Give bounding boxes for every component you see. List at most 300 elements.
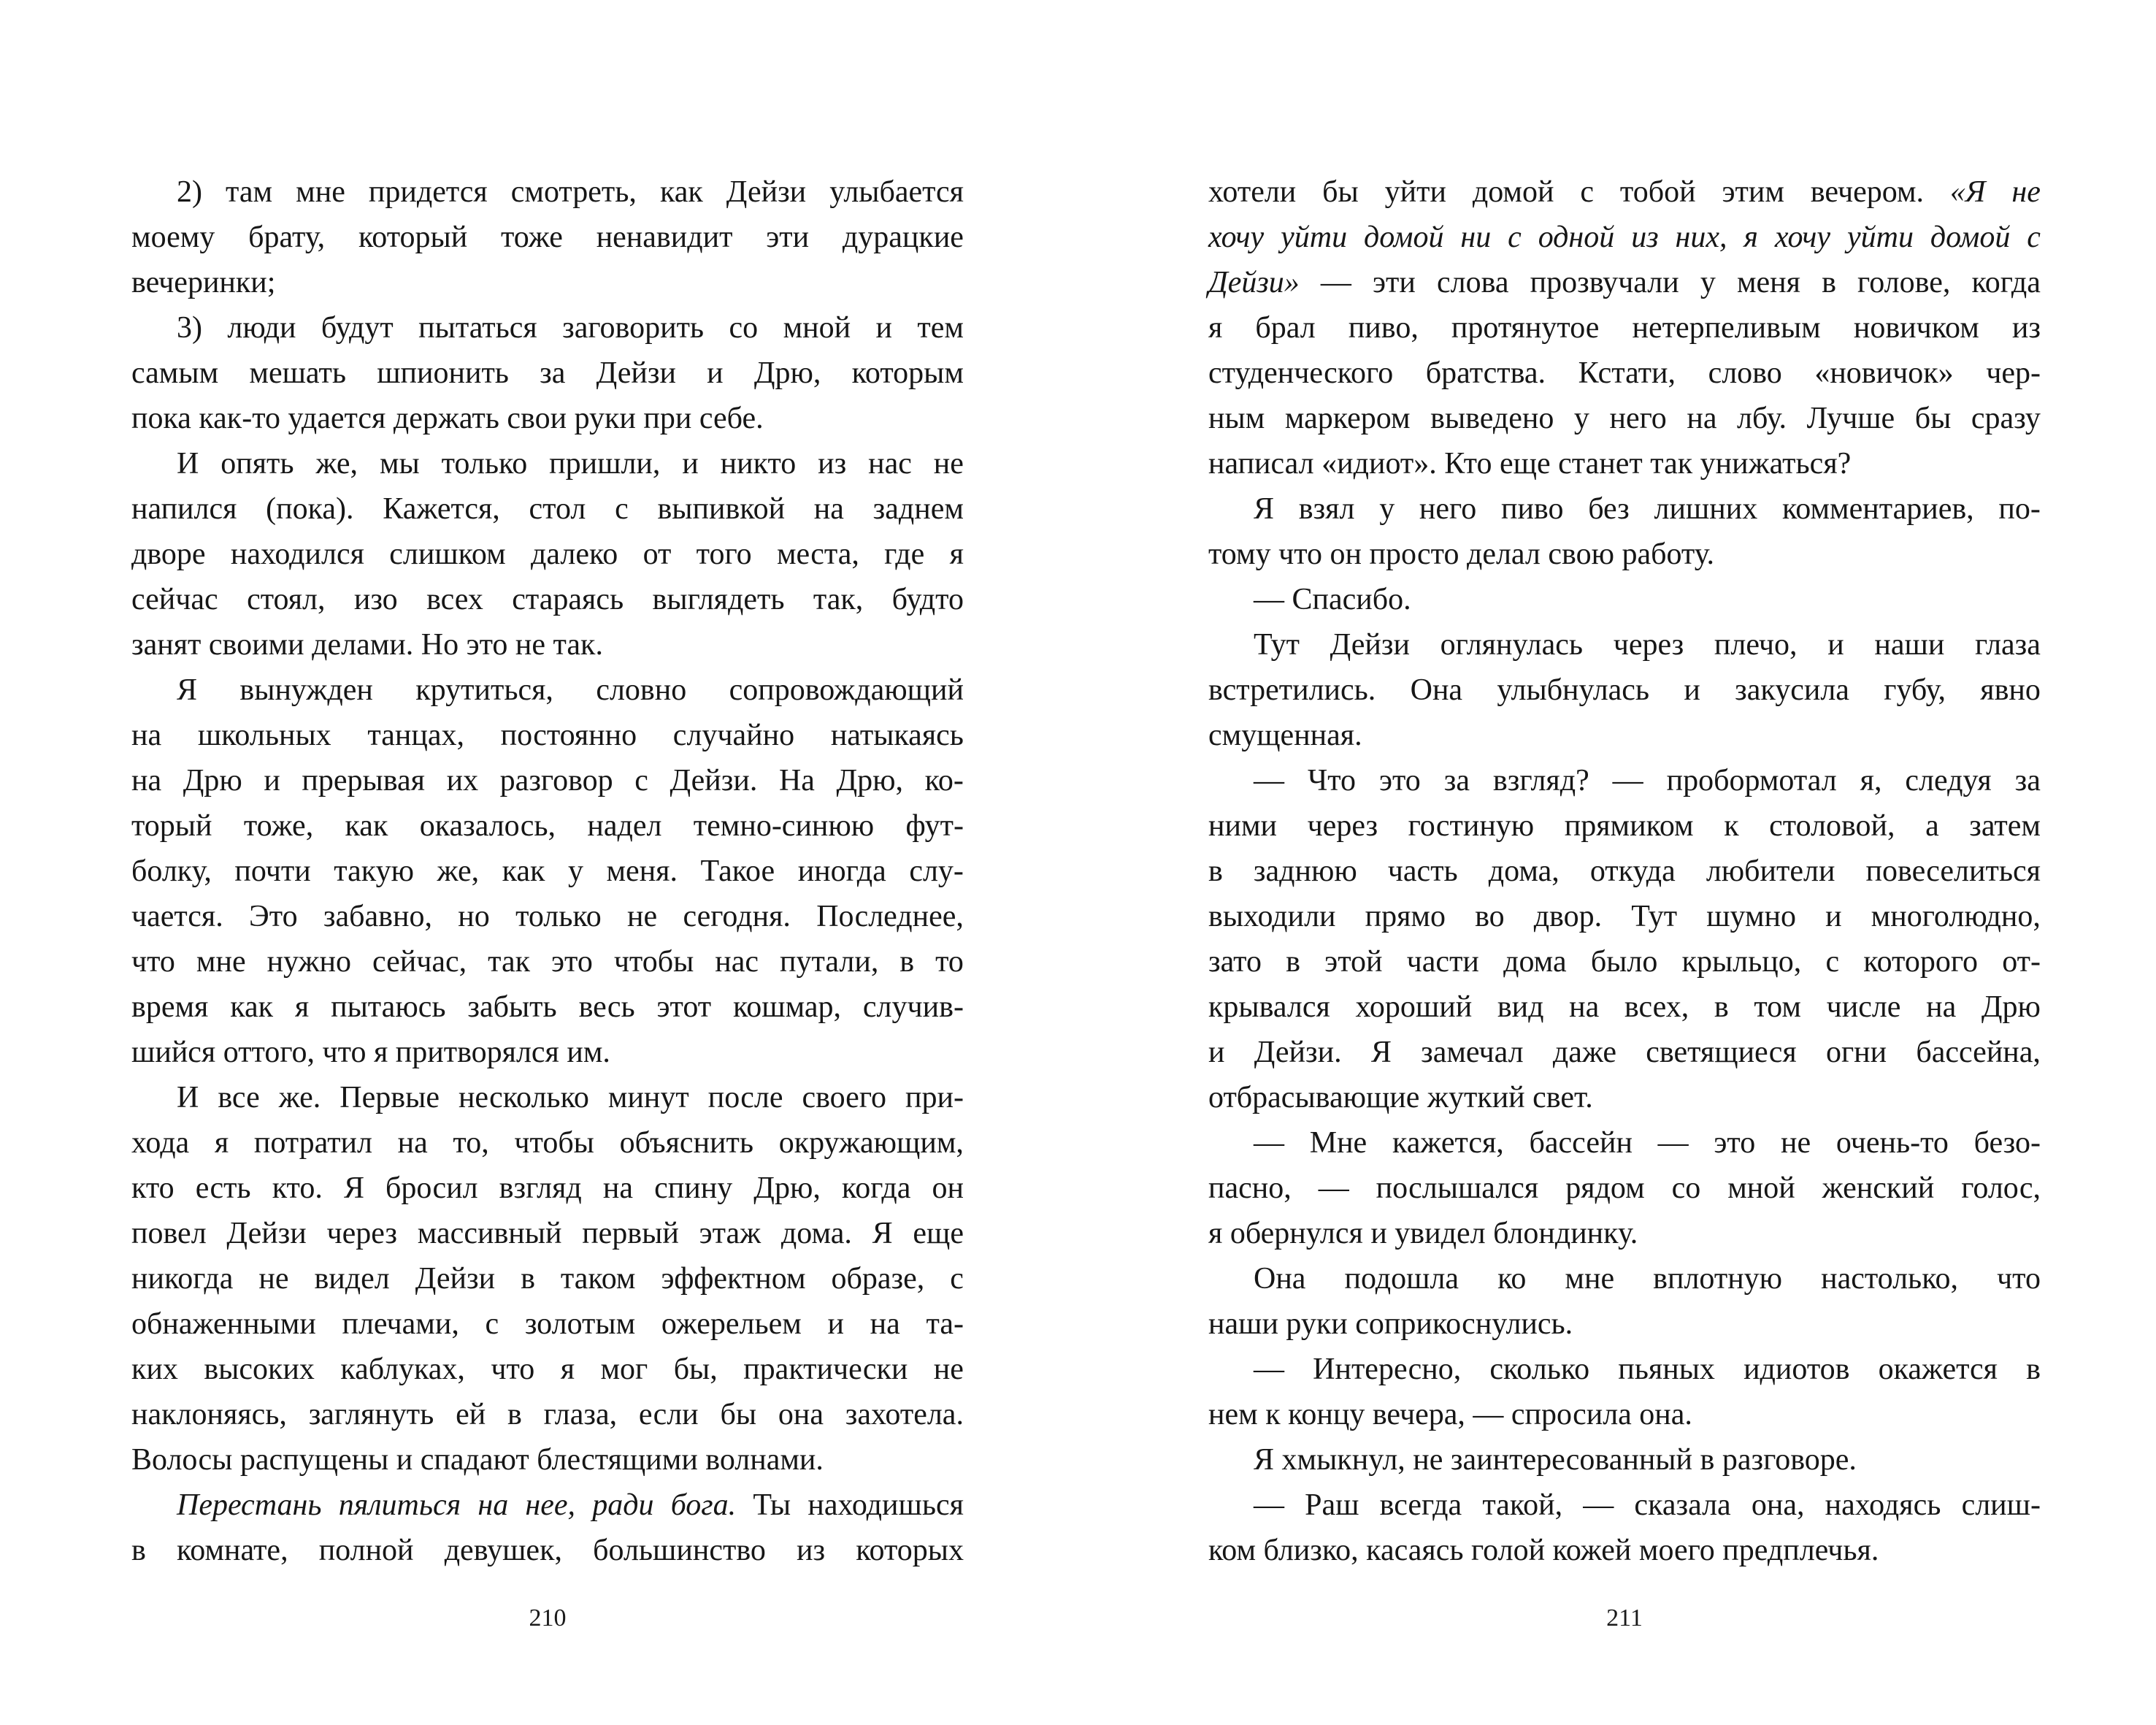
word: бы: [1322, 175, 1359, 209]
word: забыть: [467, 990, 557, 1024]
word: с: [1580, 175, 1595, 209]
word: ным: [1208, 402, 1265, 435]
text-line: [131, 1166, 964, 1211]
word: разговор: [499, 764, 613, 798]
text-run: я обернулся и увидел блондинку.: [1208, 1217, 1638, 1250]
word: повел: [131, 1217, 207, 1250]
word: —: [1320, 266, 1351, 299]
word: выглядеть: [652, 583, 785, 616]
word: тобой: [1619, 175, 1696, 209]
word: никто: [720, 447, 797, 481]
word: крыльцо,: [1681, 945, 1802, 979]
word: у: [1379, 492, 1395, 526]
word: кажется,: [1392, 1126, 1504, 1160]
word: шумно: [1706, 900, 1797, 933]
word: пьяных: [1618, 1353, 1715, 1386]
word: стоял,: [247, 583, 326, 616]
text-run: написал «идиот». Кто еще станет так унижаться?: [1208, 447, 1852, 481]
word: эти: [766, 221, 810, 254]
word: но: [458, 900, 490, 933]
word: Интересно,: [1313, 1353, 1462, 1386]
word: мне: [296, 175, 345, 209]
text-line: [131, 1301, 964, 1347]
word: плечо,: [1714, 628, 1798, 662]
word: этим: [1722, 175, 1784, 209]
word: видел: [314, 1262, 390, 1296]
text-line: [131, 1347, 964, 1392]
word: таком: [560, 1262, 636, 1296]
word: пытаюсь: [331, 990, 446, 1024]
word: взгляд: [499, 1171, 582, 1205]
italic-word: «Я: [1949, 175, 1986, 209]
word: иногда: [797, 854, 886, 888]
text-line: [1208, 1347, 2041, 1392]
word: словно: [596, 673, 687, 707]
italic-word: уйти: [1281, 221, 1348, 254]
italic-word: с: [2027, 221, 2041, 254]
text-line: [1208, 215, 2041, 260]
text-line: [131, 622, 964, 668]
word: ними: [1208, 809, 1278, 843]
word: дома.: [780, 1217, 852, 1250]
word: пробормотал: [1666, 764, 1837, 798]
italic-word: не: [2011, 175, 2041, 209]
word: же,: [315, 447, 358, 481]
word: Она: [1410, 673, 1463, 707]
italic-word: из: [1631, 221, 1659, 254]
word: пытаться: [418, 311, 537, 345]
word: заднем: [872, 492, 964, 526]
word: «новичок»: [1814, 356, 1954, 390]
word: после: [707, 1081, 783, 1114]
word: и: [707, 356, 724, 390]
word: брал: [1255, 311, 1316, 345]
page-text: [131, 169, 964, 1573]
word: которых: [856, 1534, 964, 1567]
word: не: [933, 447, 964, 481]
word: Дейзи: [226, 1217, 307, 1250]
word: вынужден: [239, 673, 373, 707]
page-left: [131, 0, 964, 1725]
word: мне: [1565, 1262, 1615, 1296]
word: Дрю: [183, 764, 242, 798]
text-line: [1208, 1256, 2041, 1301]
word: на: [870, 1307, 900, 1341]
word: он: [932, 1171, 964, 1205]
word: прозвучали: [1530, 266, 1679, 299]
word: женский: [1822, 1171, 1935, 1205]
word: с: [1825, 945, 1840, 979]
word: дворе: [131, 538, 206, 571]
text-line: [1208, 1030, 2041, 1075]
word: случив-: [862, 990, 964, 1024]
italic-word: пялиться: [338, 1488, 461, 1522]
word: захотела.: [845, 1398, 964, 1431]
word: зато: [1208, 945, 1262, 979]
text-run: Я хмыкнул, не заинтересованный в разговоре.: [1254, 1443, 1857, 1477]
word: Что: [1307, 764, 1357, 798]
word: из: [2011, 311, 2041, 345]
word: у: [567, 854, 583, 888]
word: Я: [1370, 1036, 1392, 1069]
word: находясь: [1825, 1488, 1941, 1522]
word: случайно: [672, 719, 795, 752]
word: Раш: [1305, 1488, 1359, 1522]
word: нетерпеливым: [1632, 311, 1821, 345]
word: там: [226, 175, 273, 209]
word: стол: [529, 492, 586, 526]
text-line: [131, 260, 964, 305]
word: опять: [220, 447, 294, 481]
word: следуя: [1905, 764, 1992, 798]
text-line: [1208, 577, 2041, 622]
word: бассейн: [1529, 1126, 1633, 1160]
word: которым: [851, 356, 964, 390]
word: голос,: [1961, 1171, 2041, 1205]
text-line: [1208, 441, 2041, 486]
text-line: [1208, 351, 2041, 396]
text-line: [1208, 758, 2041, 803]
text-run: нем к концу вечера, — спросила она.: [1208, 1398, 1692, 1431]
word: сразу: [1971, 402, 2041, 435]
word: а: [1925, 809, 1939, 843]
word: —: [1254, 1126, 1284, 1160]
word: Это: [249, 900, 298, 933]
word: Я: [343, 1171, 364, 1205]
word: та-: [926, 1307, 964, 1341]
word: бассейна,: [1916, 1036, 2041, 1069]
text-run: наши руки соприкоснулись.: [1208, 1307, 1573, 1341]
word: потратил: [253, 1126, 372, 1160]
word: хотели: [1208, 175, 1297, 209]
word: в: [1714, 990, 1729, 1024]
word: пиво: [1500, 492, 1564, 526]
text-line: [131, 894, 964, 939]
word: плечами,: [342, 1307, 459, 1341]
word: за: [540, 356, 566, 390]
word: всех: [426, 583, 483, 616]
word: на: [1687, 402, 1717, 435]
word: забавно,: [323, 900, 432, 933]
word: крутиться,: [415, 673, 553, 707]
word: как: [230, 990, 274, 1024]
word: натыкаясь: [830, 719, 964, 752]
word: вечером.: [1810, 175, 1925, 209]
word: 3): [177, 311, 202, 345]
word: мной: [783, 311, 851, 345]
text-line: [1208, 532, 2041, 577]
word: через: [326, 1217, 398, 1250]
word: слова: [1436, 266, 1509, 299]
word: из: [818, 447, 847, 481]
word: на: [1569, 990, 1600, 1024]
word: что: [131, 945, 175, 979]
word: и: [827, 1307, 845, 1341]
word: от: [642, 538, 672, 571]
word: вплотную: [1653, 1262, 1783, 1296]
word: спину: [654, 1171, 733, 1205]
word: я: [214, 1126, 229, 1160]
word: сказала: [1634, 1488, 1731, 1522]
word: фут-: [905, 809, 964, 843]
word: Дейзи: [726, 175, 807, 209]
word: —: [1583, 1488, 1614, 1522]
word: еще: [913, 1217, 964, 1250]
word: губу,: [1884, 673, 1946, 707]
word: окружающим,: [778, 1126, 964, 1160]
word: только: [441, 447, 528, 481]
italic-word: них,: [1675, 221, 1727, 254]
word: сколько: [1489, 1353, 1590, 1386]
word: как: [502, 854, 545, 888]
word: Дейзи.: [670, 764, 758, 798]
word: тоже: [501, 221, 563, 254]
word: повеселиться: [1865, 854, 2041, 888]
word: чер-: [1986, 356, 2041, 390]
word: этот: [656, 990, 712, 1024]
word: том: [1754, 990, 1801, 1024]
word: далеко: [531, 538, 618, 571]
word: без: [1588, 492, 1630, 526]
word: через: [1307, 809, 1378, 843]
word: чается.: [131, 900, 223, 933]
word: выпивкой: [657, 492, 786, 526]
word: с: [950, 1262, 964, 1296]
word: моему: [131, 221, 215, 254]
word: же.: [278, 1081, 321, 1114]
word: него: [1419, 492, 1477, 526]
word: прямиком: [1564, 809, 1694, 843]
word: когда: [1971, 266, 2041, 299]
word: сопровождающий: [729, 673, 964, 707]
word: пасно,: [1208, 1171, 1292, 1205]
word: И: [177, 447, 199, 481]
word: я,: [1860, 764, 1882, 798]
word: есть: [195, 1171, 251, 1205]
word: на: [1926, 990, 1957, 1024]
italic-word: ради: [592, 1488, 654, 1522]
word: темно-синюю: [693, 809, 875, 843]
word: и: [1825, 900, 1842, 933]
word: это: [1378, 764, 1421, 798]
word: где: [884, 538, 925, 571]
text-line: [131, 713, 964, 758]
word: это: [551, 945, 593, 979]
text-run: пока как-то удается держать свои руки при себе.: [131, 402, 764, 435]
word: того: [696, 538, 752, 571]
word: в: [1286, 945, 1300, 979]
word: она,: [1751, 1488, 1805, 1522]
word: как: [659, 175, 703, 209]
word: надел: [587, 809, 662, 843]
word: мне: [196, 945, 246, 979]
word: чтобы: [514, 1126, 594, 1160]
word: прерывая: [302, 764, 425, 798]
word: нас: [868, 447, 912, 481]
word: на: [813, 492, 844, 526]
word: послышался: [1376, 1171, 1539, 1205]
italic-word: бога.: [670, 1488, 737, 1522]
word: заглянуть: [308, 1398, 434, 1431]
text-line: [131, 984, 964, 1030]
word: протянутое: [1451, 311, 1600, 345]
text-line: [1208, 1211, 2041, 1256]
word: выведено: [1430, 402, 1554, 435]
word: в: [2026, 1353, 2041, 1386]
word: Кажется,: [383, 492, 500, 526]
word: —: [1318, 1171, 1349, 1205]
text-line: [1208, 622, 2041, 668]
word: бы: [1914, 402, 1952, 435]
word: кто.: [272, 1171, 323, 1205]
word: улыбается: [829, 175, 964, 209]
text-line: [131, 1211, 964, 1256]
text-line: [131, 849, 964, 894]
word: заднюю: [1253, 854, 1357, 888]
word: обнаженными: [131, 1307, 316, 1341]
word: за: [2014, 764, 2041, 798]
word: —: [1254, 1488, 1284, 1522]
word: и: [1684, 673, 1700, 707]
word: ких: [131, 1353, 178, 1386]
word: минут: [607, 1081, 689, 1114]
word: эффектном: [661, 1262, 806, 1296]
word: по-: [1998, 492, 2041, 526]
word: почти: [234, 854, 311, 888]
word: люди: [227, 311, 296, 345]
word: ко-: [924, 764, 964, 798]
word: практически: [743, 1353, 908, 1386]
word: маркером: [1284, 402, 1411, 435]
word: лишних: [1654, 492, 1758, 526]
text-line: [1208, 894, 2041, 939]
word: слово: [1708, 356, 1782, 390]
word: взял: [1298, 492, 1355, 526]
word: пришли,: [549, 447, 661, 481]
word: и: [264, 764, 280, 798]
word: 2): [177, 175, 202, 209]
word: И: [177, 1081, 199, 1114]
word: нужно: [266, 945, 351, 979]
word: ожерельем: [661, 1307, 802, 1341]
word: путали,: [780, 945, 879, 979]
word: будто: [891, 583, 964, 616]
word: стараясь: [512, 583, 624, 616]
word: танцах,: [367, 719, 464, 752]
word: образе,: [831, 1262, 925, 1296]
italic-word: Перестань: [177, 1488, 322, 1522]
text-line: [1208, 849, 2041, 894]
text-run: занят своими делами. Но это не так.: [131, 628, 603, 662]
word: высоких: [204, 1353, 315, 1386]
italic-word: с: [1508, 221, 1522, 254]
text-line: [1208, 984, 2041, 1030]
italic-word: Дейзи»: [1208, 266, 1300, 299]
word: заговорить: [562, 311, 705, 345]
word: весь: [578, 990, 635, 1024]
word: взгляд?: [1492, 764, 1589, 798]
text-line: [1208, 1392, 2041, 1437]
word: мной: [1727, 1171, 1795, 1205]
word: на: [131, 719, 162, 752]
word: в: [899, 945, 915, 979]
word: дома: [1503, 945, 1567, 979]
word: несколько: [458, 1081, 589, 1114]
word: такую: [334, 854, 414, 888]
word: окажется: [1878, 1353, 1998, 1386]
word: части: [1406, 945, 1479, 979]
word: —: [1612, 764, 1643, 798]
word: я: [1208, 311, 1223, 345]
word: Тут: [1254, 628, 1300, 662]
text-line: [131, 1437, 964, 1483]
word: не: [258, 1262, 289, 1296]
word: хода: [131, 1126, 190, 1160]
word: многолюдно,: [1871, 900, 2041, 933]
word: Я: [1254, 492, 1275, 526]
text-line: [1208, 1301, 2041, 1347]
text-line: [131, 441, 964, 486]
word: ей: [456, 1398, 486, 1431]
word: Дейзи: [596, 356, 676, 390]
italic-word: хочу: [1208, 221, 1265, 254]
italic-word: хочу: [1774, 221, 1831, 254]
text-line: [131, 577, 964, 622]
word: лбу.: [1737, 402, 1787, 435]
word: оказалось,: [419, 809, 556, 843]
word: меня.: [606, 854, 678, 888]
text-run: отбрасывающие жуткий свет.: [1208, 1081, 1593, 1114]
text-line: [1208, 803, 2041, 849]
word: голове,: [1857, 266, 1951, 299]
text-line: [131, 758, 964, 803]
word: в: [1822, 266, 1836, 299]
word: него: [1609, 402, 1667, 435]
word: ко: [1497, 1262, 1527, 1296]
word: настолько,: [1821, 1262, 1958, 1296]
word: в: [521, 1262, 535, 1296]
word: часть: [1387, 854, 1458, 888]
word: брату,: [248, 221, 326, 254]
word: я: [294, 990, 310, 1024]
word: находишься: [807, 1488, 964, 1522]
word: мог: [600, 1353, 648, 1386]
word: бы: [720, 1398, 757, 1431]
word: сейчас: [131, 583, 218, 616]
word: в: [1208, 854, 1223, 888]
word: меня: [1736, 266, 1800, 299]
word: бы,: [673, 1353, 718, 1386]
text-line: [131, 396, 964, 441]
text-line: [1208, 1483, 2041, 1528]
word: который: [358, 221, 468, 254]
word: Такое: [700, 854, 775, 888]
text-line: [1208, 169, 2041, 215]
word: когда: [841, 1171, 911, 1205]
word: кто: [131, 1171, 174, 1205]
word: всех,: [1624, 990, 1689, 1024]
word: находился: [230, 538, 364, 571]
word: и: [875, 311, 892, 345]
word: дурацкие: [842, 221, 964, 254]
text-line: [131, 351, 964, 396]
word: на: [131, 764, 162, 798]
word: изо: [353, 583, 398, 616]
word: Лучше: [1806, 402, 1895, 435]
text-line: [1208, 486, 2041, 532]
word: —: [1254, 764, 1284, 798]
text-line: [131, 1030, 964, 1075]
